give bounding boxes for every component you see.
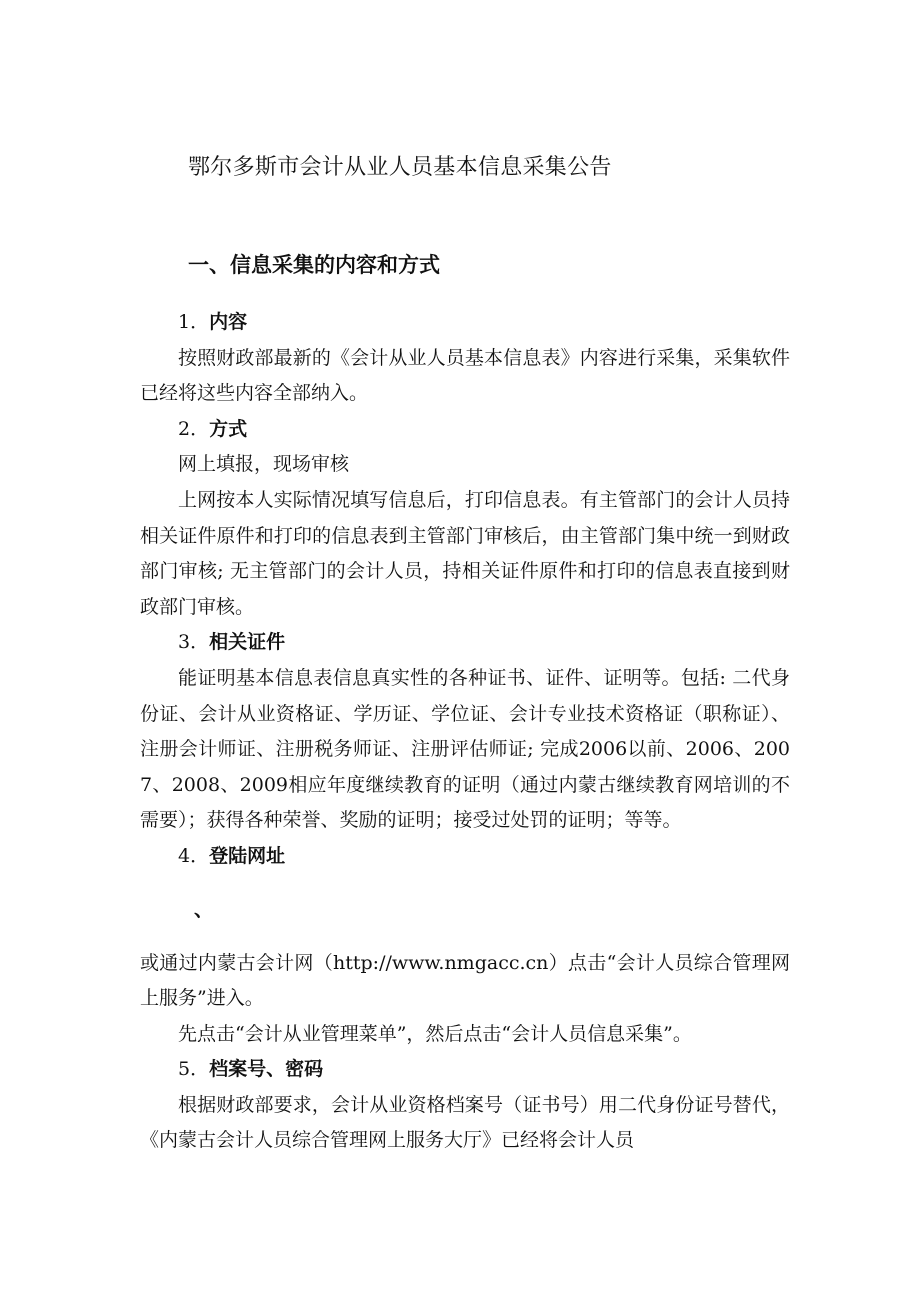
paragraph-method-detail: 上网按本人实际情况填写信息后，打印信息表。有主管部门的会计人员持相关证件原件和打印的信息表到主管部门审核后，由主管部门集中统一到财政部门审核; 无主管部门的会计人员，持相关证件原件和打印的信息表直接到财政部门审核。 xyxy=(140,488,790,618)
subheading-method xyxy=(140,412,790,448)
subheading-label: 登陆网址 xyxy=(209,844,286,867)
subheading-archive-password xyxy=(140,1052,790,1088)
subheading-number: 2． xyxy=(178,417,210,440)
subheading-label: 相关证件 xyxy=(209,631,286,654)
subheading-documents xyxy=(140,625,790,661)
section-heading-content-and-method: 一、信息采集的内容和方式 xyxy=(188,253,440,277)
page-title: 鄂尔多斯市会计从业人员基本信息采集公告 xyxy=(188,155,612,180)
subheading-number: 5． xyxy=(178,1058,210,1081)
document-body xyxy=(140,305,790,1159)
subheading-content xyxy=(140,305,790,341)
subheading-label: 内容 xyxy=(209,311,248,333)
subheading-number: 1． xyxy=(178,311,210,333)
paragraph-archive: 根据财政部要求，会计从业资格档案号（证书号）用二代身份证号替代，《内蒙古会计人员综合管理网上服务大厅》已经将会计人员 xyxy=(140,1093,790,1152)
paragraph-login-steps: 先点击“会计从业管理菜单”，然后点击“会计人员信息采集”。 xyxy=(178,1022,692,1045)
subheading-label: 档案号、密码 xyxy=(209,1058,324,1081)
subheading-number: 4． xyxy=(178,844,210,867)
subheading-label: 方式 xyxy=(209,417,248,440)
paragraph-content: 按照财政部最新的《会计从业人员基本信息表》内容进行采集，采集软件已经将这些内容全部纳入。 xyxy=(140,346,790,405)
enumeration-comma-mark: 、 xyxy=(194,898,214,921)
paragraph-method-summary: 网上填报，现场审核 xyxy=(178,453,350,476)
paragraph-login-site: 或通过内蒙古会计网（http://www.nmgacc.cn）点击“会计人员综合管理网上服务”进入。 xyxy=(140,951,790,1010)
subheading-login-url xyxy=(140,839,790,875)
paragraph-documents: 能证明基本信息表信息真实性的各种证书、证件、证明等。包括: 二代身份证、会计从业资格证、学历证、学位证、会计专业技术资格证（职称证）、注册会计师证、注册税务师证、注册评估师证; 完成2006以前、2006、2007、2008、2009相应年度继续教育的证明（通过内蒙古继续教育网培训的不需要）；获得各种荣誉、奖励的证明；接受过处罚的证明；等等。 xyxy=(140,666,790,832)
subheading-number: 3． xyxy=(178,631,210,654)
